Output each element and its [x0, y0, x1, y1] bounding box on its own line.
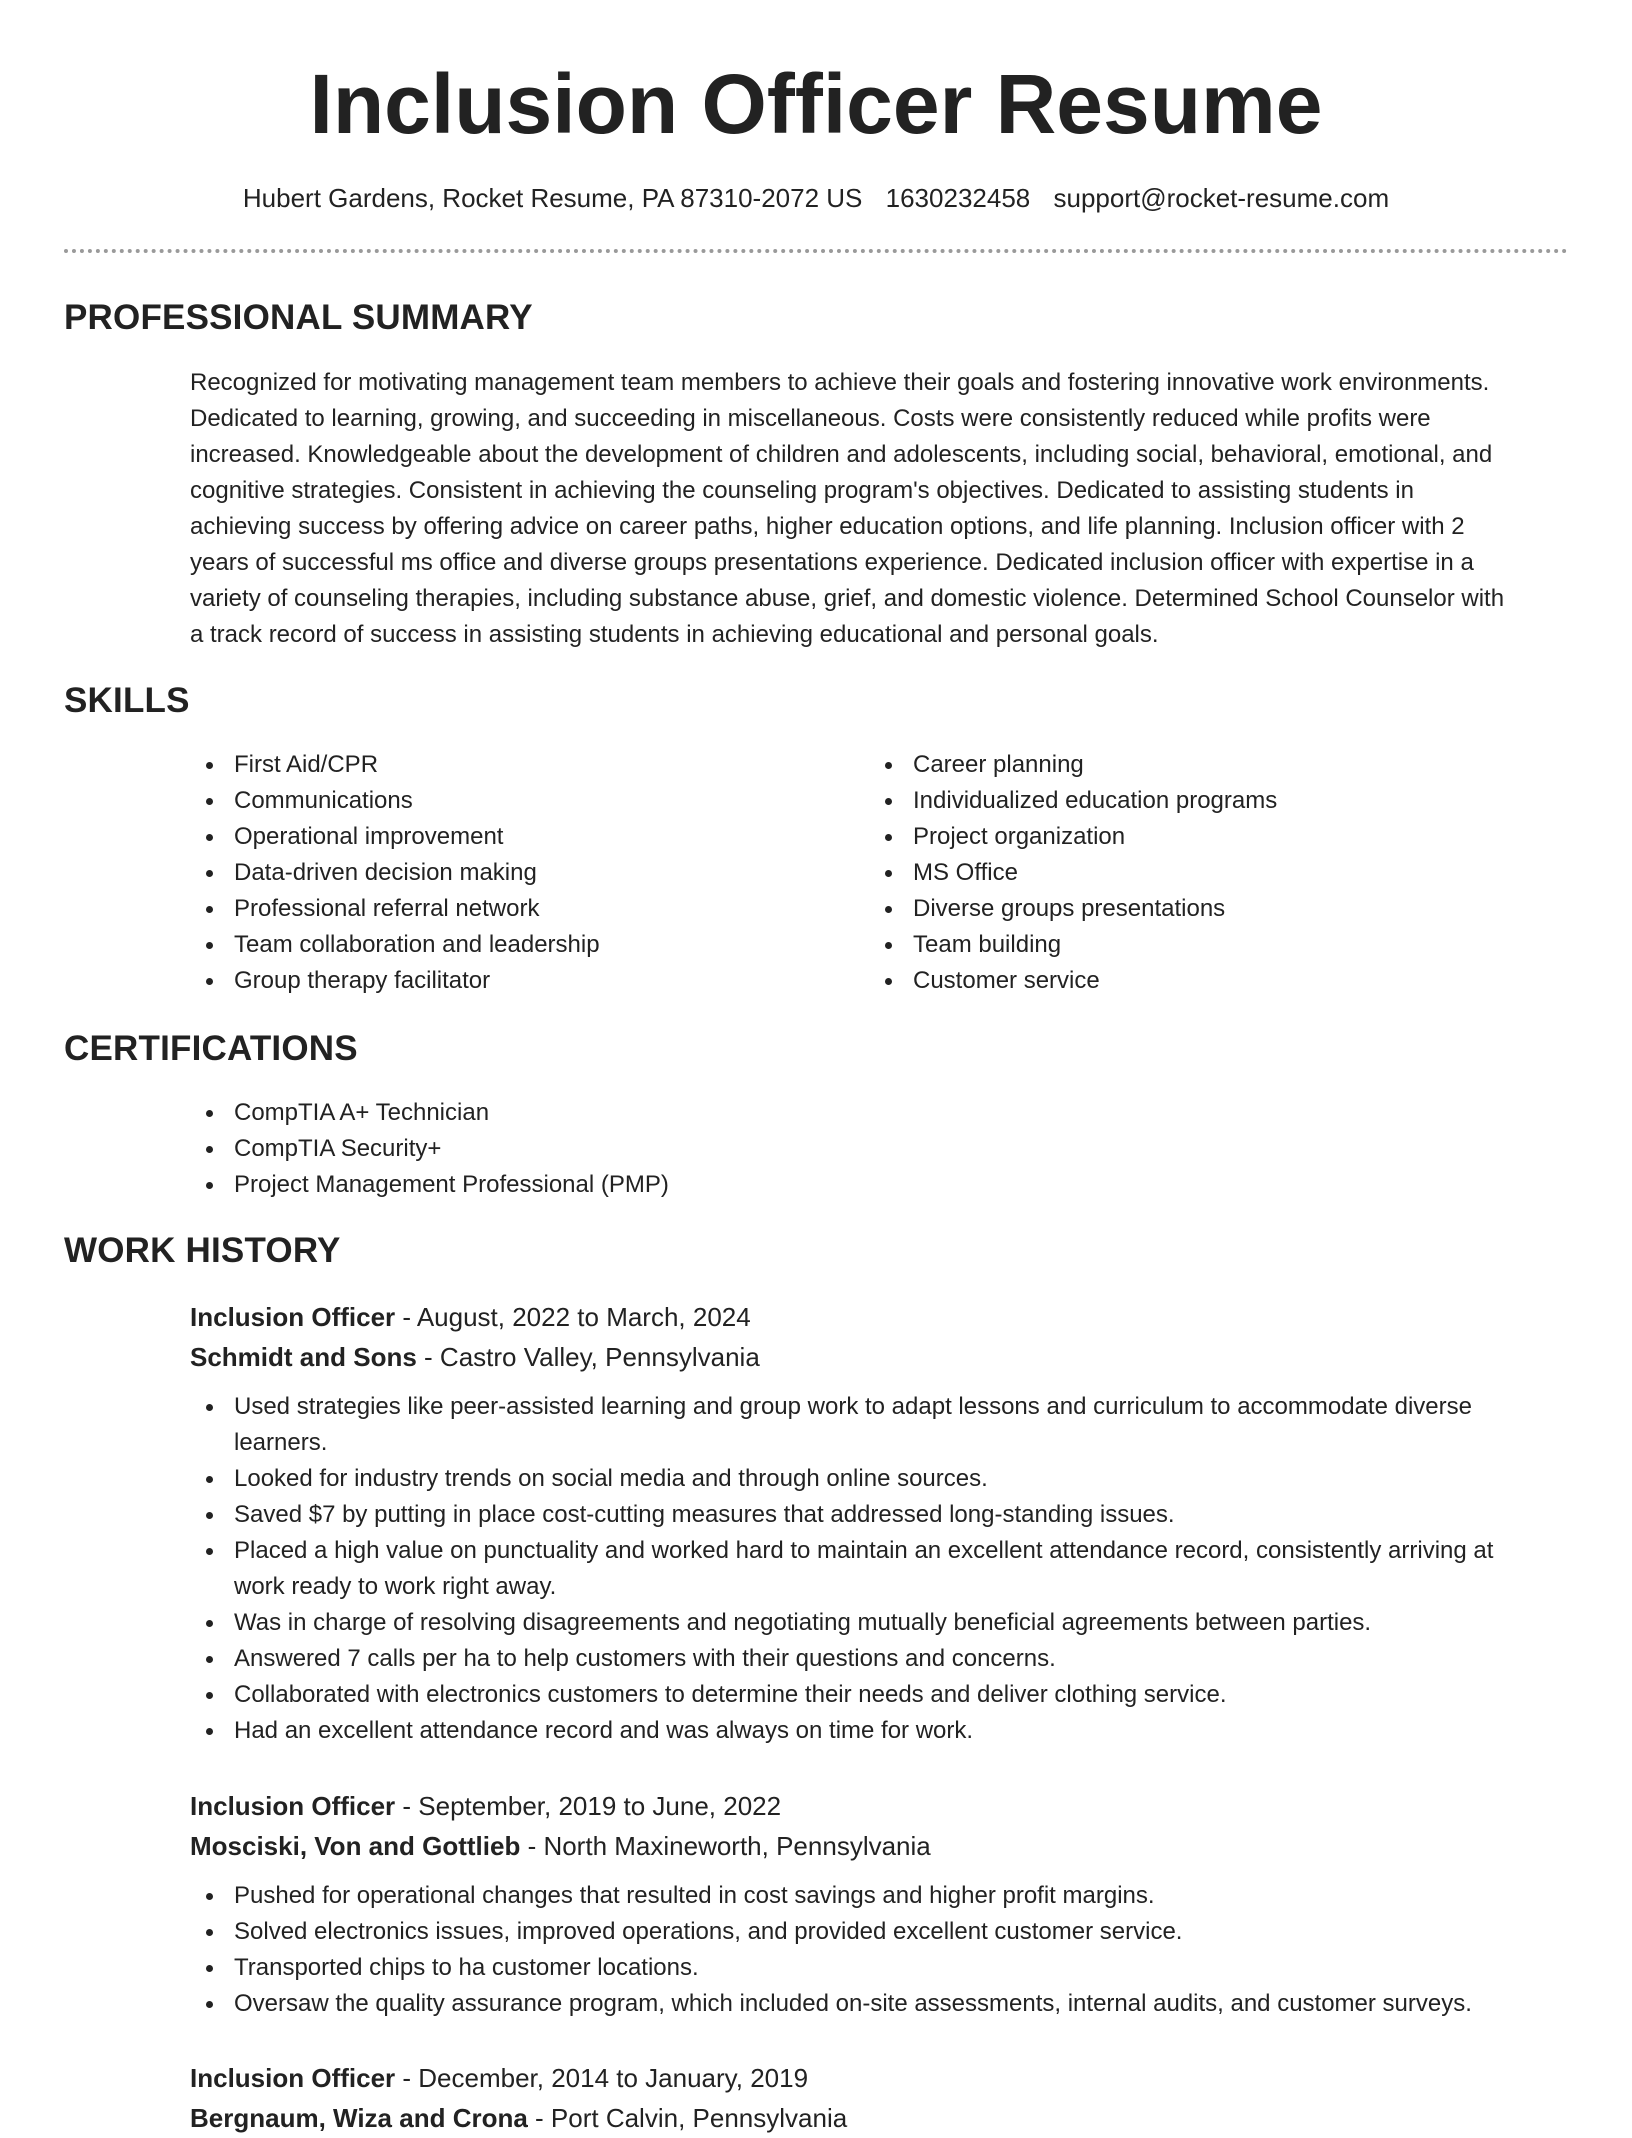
section-title-summary: PROFESSIONAL SUMMARY: [64, 298, 533, 337]
summary-line: cognitive strategies. Consistent in achieving the counseling program's objectives. Dedicated to assisting students in: [190, 477, 1414, 504]
job-company: Schmidt and Sons: [190, 1342, 417, 1372]
job-bullets: [146, 1878, 1560, 2022]
job-bullet: Pushed for operational changes that resulted in cost savings and higher profit margins.: [190, 1878, 1560, 1914]
job-bullet: Used strategies like peer-assisted learning and group work to adapt lessons and curriculum to accommodate diverse: [190, 1389, 1560, 1425]
skill-item: Diverse groups presentations: [869, 891, 1509, 927]
skill-item: Communications: [190, 783, 830, 819]
job-role: Inclusion Officer: [190, 1791, 396, 1821]
job-role: Inclusion Officer: [190, 2063, 396, 2093]
section-title-skills: SKILLS: [64, 681, 190, 720]
job-bullet: Oversaw the quality assurance program, which included on-site assessments, internal audits, and customer surveys.: [190, 1986, 1560, 2022]
job-bullet: Had an excellent attendance record and was always on time for work.: [190, 1713, 1560, 1749]
skill-item: Group therapy facilitator: [190, 963, 830, 999]
skill-item: Team collaboration and leadership: [190, 927, 830, 963]
job-role: Inclusion Officer: [190, 1302, 396, 1332]
job-title-line: [190, 1297, 1560, 1337]
skills-list-right: [869, 747, 1509, 999]
summary-line: a track record of success in assisting students in achieving educational and personal goals.: [190, 621, 1159, 648]
skill-item: First Aid/CPR: [190, 747, 830, 783]
job-company-line: [190, 1826, 1560, 1866]
job-bullet: Looked for industry trends on social media and through online sources.: [190, 1461, 1560, 1497]
job-dates: - August, 2022 to March, 2024: [395, 1302, 751, 1332]
summary-line: increased. Knowledgeable about the development of children and adolescents, including social, behavioral, emotional, and: [190, 441, 1493, 468]
section-title-certifications: CERTIFICATIONS: [64, 1029, 358, 1068]
section-title-work-history: WORK HISTORY: [64, 1231, 341, 1270]
job-dates: - December, 2014 to January, 2019: [395, 2063, 809, 2093]
job-company: Mosciski, Von and Gottlieb: [190, 1831, 521, 1861]
summary-line: Recognized for motivating management team members to achieve their goals and fostering innovative work environments.: [190, 369, 1490, 396]
job-bullet: Placed a high value on punctuality and worked hard to maintain an excellent attendance record, consistently arriving at: [190, 1533, 1560, 1569]
job-company-line: [190, 1337, 1560, 1377]
job-bullet: Transported chips to ha customer locations.: [190, 1950, 1560, 1986]
job-company: Bergnaum, Wiza and Crona: [190, 2103, 528, 2133]
skill-item: Team building: [869, 927, 1509, 963]
skill-item: Career planning: [869, 747, 1509, 783]
job-entry: [190, 2058, 1560, 2138]
skill-item: Project organization: [869, 819, 1509, 855]
job-location: - Castro Valley, Pennsylvania: [416, 1342, 760, 1372]
contact-email: support@rocket-resume.com: [1053, 183, 1390, 213]
certification-item: CompTIA Security+: [190, 1131, 990, 1167]
job-bullet-continuation: work ready to work right away.: [234, 1573, 557, 1600]
contact-address: Hubert Gardens, Rocket Resume, PA 87310-2072 US: [242, 183, 863, 213]
summary-line: achieving success by offering advice on career paths, higher education options, and life planning. Inclusion officer with 2: [190, 513, 1465, 540]
job-title-line: [190, 2058, 1560, 2098]
contact-line: [0, 180, 1632, 216]
skill-item: Data-driven decision making: [190, 855, 830, 891]
skill-item: MS Office: [869, 855, 1509, 891]
job-location: - North Maxineworth, Pennsylvania: [520, 1831, 931, 1861]
job-title-line: [190, 1786, 1560, 1826]
summary-line: Dedicated to learning, growing, and succeeding in miscellaneous. Costs were consistently reduced while profits were: [190, 405, 1431, 432]
summary-text: [190, 365, 1560, 653]
skill-item: Customer service: [869, 963, 1509, 999]
job-entry: [190, 1297, 1560, 1749]
skill-item: Individualized education programs: [869, 783, 1509, 819]
job-location: - Port Calvin, Pennsylvania: [527, 2103, 848, 2133]
certifications-list: [190, 1095, 990, 1203]
header-divider: [64, 249, 1568, 253]
job-bullet: Collaborated with electronics customers to determine their needs and deliver clothing service.: [190, 1677, 1560, 1713]
certification-item: CompTIA A+ Technician: [190, 1095, 990, 1131]
job-bullet: Solved electronics issues, improved operations, and provided excellent customer service.: [190, 1914, 1560, 1950]
job-bullet-continuation: learners.: [234, 1429, 328, 1456]
job-dates: - September, 2019 to June, 2022: [395, 1791, 782, 1821]
job-bullet: Answered 7 calls per ha to help customers with their questions and concerns.: [190, 1641, 1560, 1677]
summary-line: variety of counseling therapies, including substance abuse, grief, and domestic violence. Determined School Counselor with: [190, 585, 1505, 612]
job-bullet: Saved $7 by putting in place cost-cutting measures that addressed long-standing issues.: [190, 1497, 1560, 1533]
job-company-line: [190, 2098, 1560, 2138]
summary-line: years of successful ms office and diverse groups presentations experience. Dedicated inclusion officer with expertise in a: [190, 549, 1474, 576]
skills-list-left: [190, 747, 830, 999]
skill-item: Operational improvement: [190, 819, 830, 855]
job-bullet: Was in charge of resolving disagreements and negotiating mutually beneficial agreements between parties.: [190, 1605, 1560, 1641]
contact-phone: 1630232458: [885, 183, 1031, 213]
resume-title: Inclusion Officer Resume: [309, 57, 1323, 151]
job-bullets: [146, 1389, 1560, 1749]
job-entry: [190, 1786, 1560, 2022]
certification-item: Project Management Professional (PMP): [190, 1167, 990, 1203]
skill-item: Professional referral network: [190, 891, 830, 927]
